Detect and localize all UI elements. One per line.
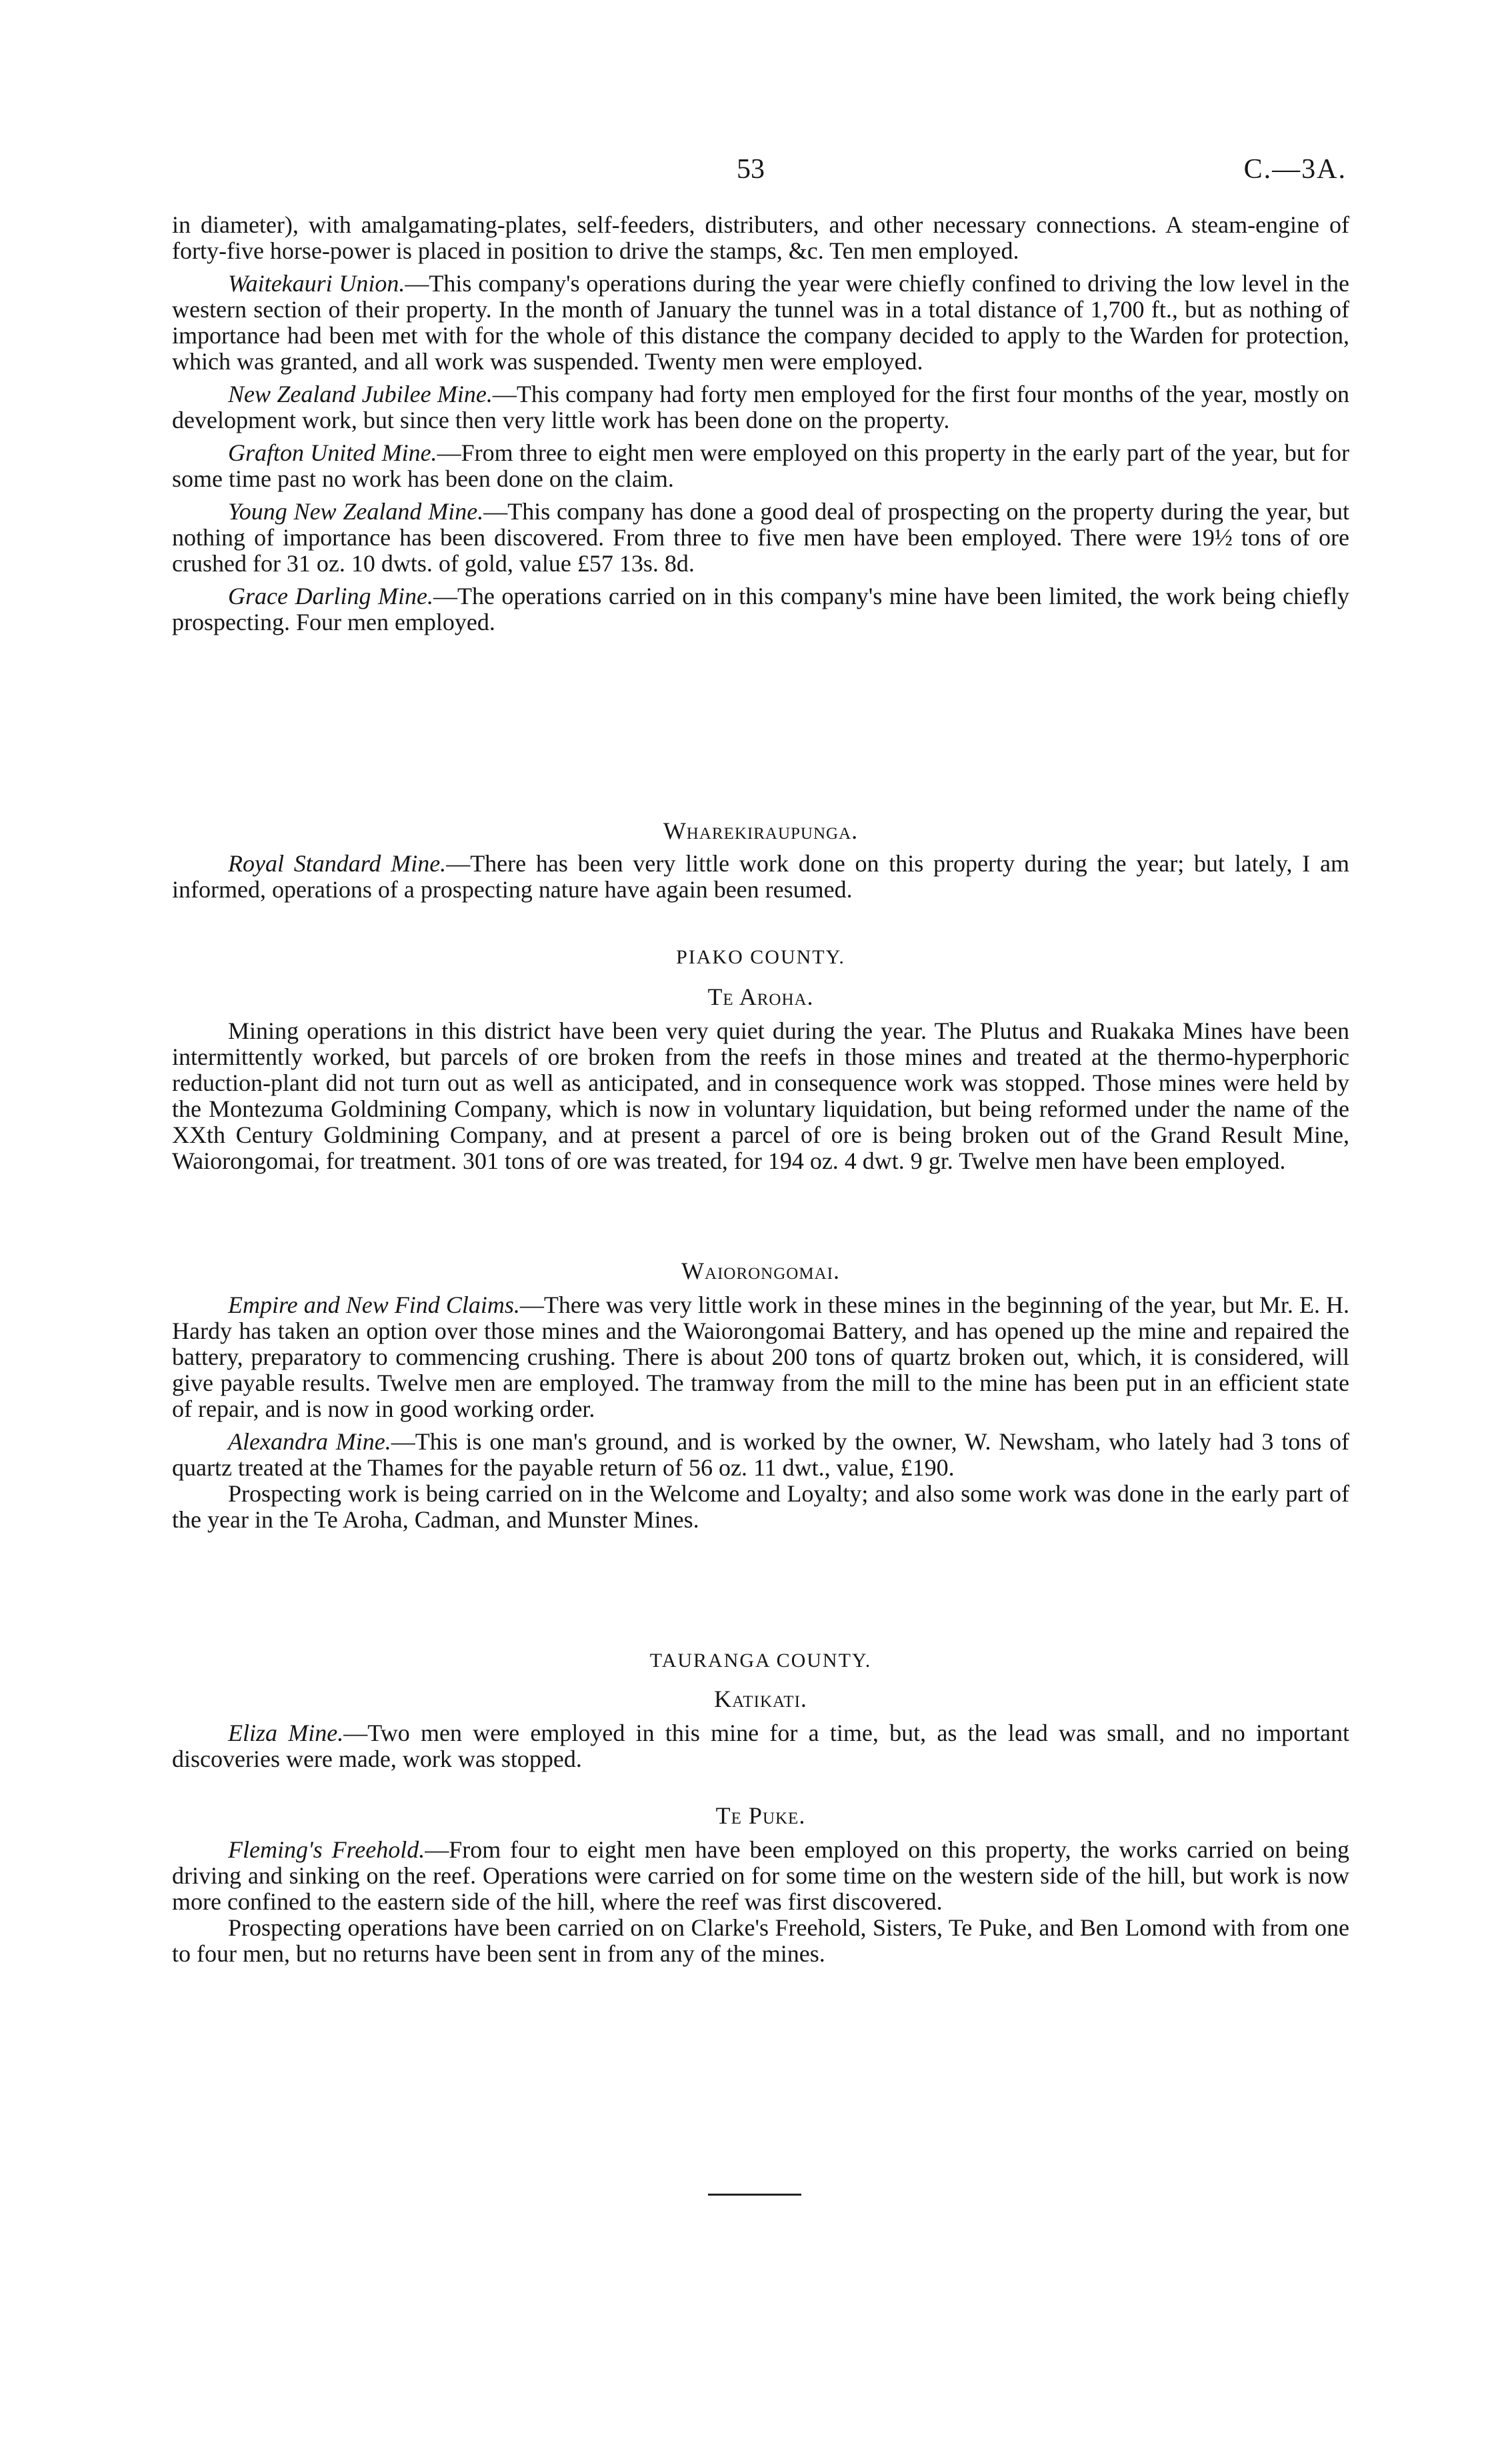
heading-piako-county: PIAKO COUNTY. [676,946,845,968]
paragraph-stamper-battery: in diameter), with amalgamating-plates, self-feeders, distributers, and other necessary connections. A steam-engine of forty-five horse-power is placed in position to drive the stamps, &c. Ten men employed. [172,211,1349,264]
paragraph-alexandra-mine: Alexandra Mine.—This is one man's ground, and is worked by the owner, W. Newsham, who lately had 3 tons of quartz treated at the Thames for the payable return of 56 oz. 11 dwt., value, £190. [172,1428,1349,1481]
paragraph-empire-new-find: Empire and New Find Claims.—There was very little work in these mines in the beginning of the year, but Mr. E. H. Hardy has taken an option over those mines and the Waiorongomai Battery, and has opened up the mine and repaired the battery, preparatory to commencing crushing. There is about 200 tons of quartz broken out, which, it is considered, will give payable results. Twelve men are employed. The tramway from the mill to the mine has been put in an efficient state of repair, and is now in good working order. [172,1292,1350,1422]
mine-name: Eliza Mine. [228,1720,344,1746]
section-te-puke [172,1837,1349,1967]
heading-waiorongomai: Waiorongomai. [681,1258,840,1284]
mine-name: New Zealand Jubilee Mine. [228,381,493,407]
document-reference: C.—3A. [1243,154,1347,185]
mine-name: Waitekauri Union. [228,270,405,297]
mine-name: Grace Darling Mine. [228,583,433,609]
paragraph-prospecting-welcome: Prospecting work is being carried on in the Welcome and Loyalty; and also some work was done in the early part of the year in the Te Aroha, Cadman, and Munster Mines. [172,1480,1349,1533]
mine-name: Empire and New Find Claims. [228,1292,520,1318]
paragraph-young-new-zealand: Young New Zealand Mine.—This company has done a good deal of prospecting on the property during the year, but nothing of importance has been discovered. From three to five men have been employed. There were 19½ tons of ore crushed for 31 oz. 10 dwts. of gold, value £57 13s. 8d. [172,498,1349,577]
paragraph-flemings-freehold: Fleming's Freehold.—From four to eight men have been employed on this property, the works carried on being driving and sinking on the reef. Operations were carried on for some time on the western side of the hill, but work is now more confined to the eastern side of the hill, where the reef was first discovered. [172,1836,1349,1915]
heading-te-puke: Te Puke. [715,1802,806,1829]
section-katikati [172,1720,1349,1772]
mine-name: Fleming's Freehold. [228,1836,425,1863]
paragraph-prospecting-clarkes: Prospecting operations have been carried on on Clarke's Freehold, Sisters, Te Puke, and Ben Lomond with from one to four men, but no returns have been sent in from any of the mines. [172,1914,1349,1967]
paragraph-grace-darling: Grace Darling Mine.—The operations carried on in this company's mine have been limited, the work being chiefly prospecting. Four men employed. [172,583,1350,635]
section-wharekiraupunga [172,851,1349,903]
heading-tauranga-county: TAURANGA COUNTY. [649,1650,872,1672]
page-number: 53 [737,154,765,185]
section-te-aroha [172,1018,1349,1174]
paragraph-eliza-mine: Eliza Mine.—Two men were employed in this mine for a time, but, as the lead was small, and no important discoveries were made, work was stopped. [172,1720,1349,1772]
heading-wharekiraupunga: Wharekiraupunga. [663,817,859,844]
section-waiorongomai [172,1292,1349,1533]
section-ohinemuri-continued [172,212,1349,635]
heading-te-aroha: Te Aroha. [707,983,814,1010]
heading-katikati: Katikati. [714,1686,807,1712]
paragraph-royal-standard: Royal Standard Mine.—There has been very little work done on this property during the year; but lately, I am informed, operations of a prospecting nature have again been resumed. [172,850,1349,903]
mine-name: Grafton United Mine. [228,439,437,466]
paragraph-grafton-united: Grafton United Mine.—From three to eight men were employed on this property in the early part of the year, but for some time past no work has been done on the claim. [172,439,1349,492]
mine-name: Royal Standard Mine. [228,850,447,877]
end-rule [708,2194,801,2196]
paragraph-waitekauri-union: Waitekauri Union.—This company's operations during the year were chiefly confined to driving the low level in the western section of their property. In the month of January the tunnel was in a total distance of 1,700 ft., but as nothing of importance had been met with for the whole of this distance the company decided to apply to the Warden for protection, which was granted, and all work was suspended. Twenty men were employed. [172,270,1349,375]
mine-name: Alexandra Mine. [228,1428,391,1455]
paragraph-new-zealand-jubilee: New Zealand Jubilee Mine.—This company had forty men employed for the first four months of the year, mostly on development work, but since then very little work has been done on the property. [172,381,1349,433]
paragraph-te-aroha-mining: Mining operations in this district have been very quiet during the year. The Plutus and Ruakaka Mines have been intermittently worked, but parcels of ore broken from the reefs in those mines and treated at the thermo-hyperphoric reduction-plant did not turn out as well as anticipated, and in consequence work was stopped. Those mines were held by the Montezuma Goldmining Company, which is now in voluntary liquidation, but being reformed under the name of the XXth Century Goldmining Company, and at present a parcel of ore is being broken out of the Grand Result Mine, Waiorongomai, for treatment. 301 tons of ore was treated, for 194 oz. 4 dwt. 9 gr. Twelve men have been employed. [172,1017,1349,1174]
mine-name: Young New Zealand Mine. [228,498,484,525]
